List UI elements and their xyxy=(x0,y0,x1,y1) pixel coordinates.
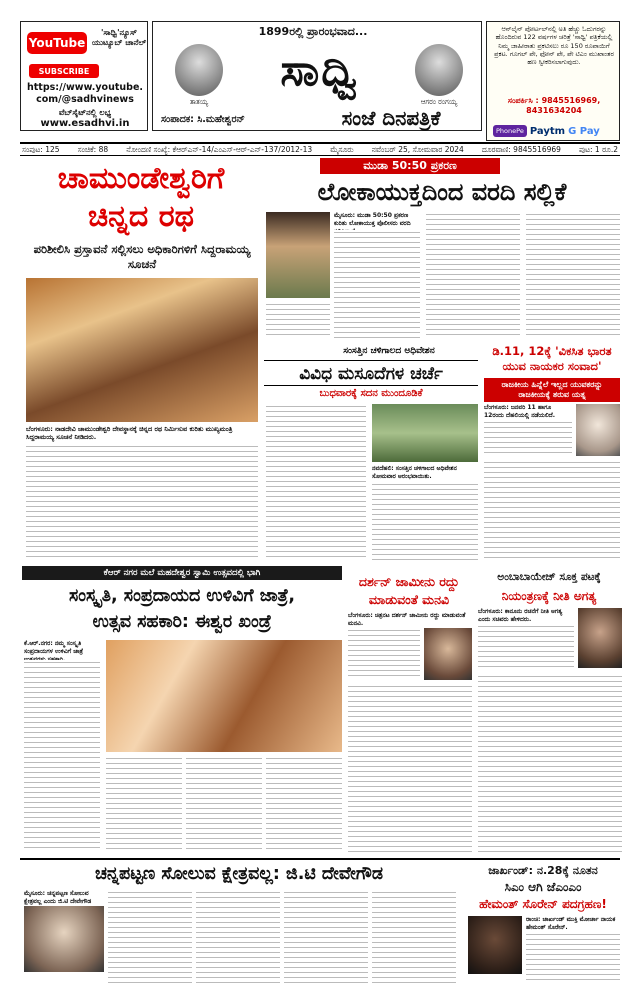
youtube-url[interactable] xyxy=(25,82,145,106)
story3-dateline: ನವದೆಹಲಿ: ಸಂಸತ್ತಿನ ಚಳಿಗಾಲದ ಅಧಿವೇಶನ ಸೋಮವಾರ ಆರಂಭವಾಯಿತು. xyxy=(372,465,457,480)
story1-dateline: ಬೆಂಗಳೂರು: ನಾಡದೇವಿ ಚಾಮುಂಡೇಶ್ವರಿ ದೇವಸ್ಥಾನಕ್ಕೆ ಚಿನ್ನದ ರಥ ನಿರ್ಮಿಸುವ ಕುರಿತು ಮುಖ್ಯಮಂತ್ರಿ ಸಿದ್ದರಾಮಯ್ಯ ಸೂಚನೆ ನೀಡಿದರು. xyxy=(26,425,233,441)
story5-kicker: ಕೆಆರ್ ನಗರ ಮಲೆ ಮಹದೇಶ್ವರ ಸ್ವಾಮಿ ಉತ್ಸವದಲ್ಲಿ ಭಾಗಿ xyxy=(22,566,342,580)
story3-headline: ವಿವಿಧ ಮಸೂದೆಗಳ ಚರ್ಚೆ xyxy=(264,360,478,386)
story1-headline-line2: ಚಿನ್ನದ ರಥ xyxy=(88,199,194,234)
story6-headline-line2: ಮಾಡುವಂತೆ ಮನವಿ xyxy=(368,592,450,607)
story9-photo xyxy=(468,916,522,974)
advertisement-box xyxy=(486,21,620,141)
story2-body-col2 xyxy=(426,212,520,338)
story5-body-col3 xyxy=(186,756,262,852)
story5-photo xyxy=(106,640,342,752)
info-bar xyxy=(20,142,620,156)
story2-body-col1b xyxy=(266,302,330,338)
story4-photo-modi xyxy=(576,404,620,456)
story4-subhead: ರಾಜಕೀಯ ಹಿನ್ನೆಲೆ ಇಲ್ಲದ ಯುವಕರನ್ನು ರಾಜಕೀಯಕ್ಕೆ ತರುವ ಯತ್ನ xyxy=(484,378,620,402)
story8-body-col1 xyxy=(108,890,192,984)
story1-subhead: ಪರಿಶೀಲಿಸಿ ಪ್ರಸ್ತಾವನೆ ಸಲ್ಲಿಸಲು ಅಧಿಕಾರಿಗಳಿಗೆ ಸಿದ್ದರಾಮಯ್ಯ ಸೂಚನೆ xyxy=(33,242,251,271)
page-price: ಪುಟ: 1 ರೂ.2 xyxy=(579,144,618,154)
story4-box xyxy=(484,344,620,560)
story8-photo xyxy=(24,906,104,972)
story6-dateline: ಬೆಂಗಳೂರು: ಚಿತ್ರನಟ ದರ್ಶನ್ ಜಾಮೀನು ರದ್ದು ಮಾಡುವಂತೆ ಮನವಿ. xyxy=(348,612,466,627)
story2-body-col3 xyxy=(526,212,620,338)
story3-kicker: ಸಂಸತ್ತಿನ ಚಳಿಗಾಲದ ಅಧಿವೇಶನ xyxy=(300,344,478,358)
phone-number-1: 9845516969, xyxy=(541,96,601,105)
story2-headline: ಲೋಕಾಯುಕ್ತದಿಂದ ವರದಿ ಸಲ್ಲಿಕೆ xyxy=(317,178,567,206)
issue-number: ಸಂಚಿಕೆ: 88 xyxy=(77,144,109,154)
youtube-promo-box xyxy=(20,21,148,131)
payment-logos xyxy=(493,122,615,140)
story3-body-col2 xyxy=(372,482,478,560)
website-label: ವೆಬ್‌ಸೈಟ್‌ನಲ್ಲಿ ಲಭ್ಯ xyxy=(58,108,112,117)
story8-body-col2 xyxy=(196,890,280,984)
volume-number: ಸಂಪುಟ: 125 xyxy=(22,144,60,154)
story2-kicker: ಮುಡಾ 50:50 ಪ್ರಕರಣ xyxy=(320,158,500,174)
website-url[interactable]: www.esadhvi.in xyxy=(40,118,130,129)
contact-label: ಸಂಪರ್ಕಿಸಿ : xyxy=(507,96,539,105)
story7-headline-line2: ನಿಯಂತ್ರಣಕ್ಕೆ ನೀತಿ ಅಗತ್ಯ xyxy=(501,589,597,603)
story6-body xyxy=(348,684,472,852)
story7-body xyxy=(478,674,622,852)
paper-tagline: ಸಂಜೆ ದಿನಪತ್ರಿಕೆ xyxy=(341,106,441,130)
paytm-logo: Paytm xyxy=(529,125,566,137)
youtube-logo[interactable]: YouTube xyxy=(27,32,87,54)
story7-body-top xyxy=(478,624,574,670)
youtube-url-line-2: com/@sadhvinews xyxy=(36,94,134,105)
founder-portrait-left xyxy=(175,44,223,96)
gpay-logo: G Pay xyxy=(568,125,600,137)
registration-number: ನೋಂದಣಿ ಸಂಖ್ಯೆ: ಕೆಆರ್‌ಎನ್-14/ಎಂಎಸ್-ಆರ್-ಎನ್-137/2012-13 xyxy=(126,144,313,154)
story7-dateline: ಬೆಂಗಳೂರು: ಕಾನೂನು ರಚನೆಗೆ ನೀತಿ ಅಗತ್ಯ ಎಂದು ಸಚಿವರು ಹೇಳಿದರು. xyxy=(478,608,563,623)
story2-body-col1 xyxy=(334,230,420,338)
story9-dateline: ರಾಂಚಿ: ಜಾರ್ಖಂಡ್ ಮುಕ್ತಿ ಮೋರ್ಚಾ ನಾಯಕ ಹೇಮಂತ್ ಸೊರೇನ್. xyxy=(526,916,616,931)
story1-headline-line1: ಚಾಮುಂಡೇಶ್ವರಿಗೆ xyxy=(57,161,225,196)
phone-number-2: 8431634204 xyxy=(526,106,582,115)
masthead-nameplate xyxy=(152,21,482,131)
youtube-channel-label: 'ಸಾಧ್ವಿ'ನ್ಯೂಸ್ ಯುಟ್ಯೂಬ್ ಚಾನೆಲ್ xyxy=(91,28,147,47)
story5-headline-line1: ಸಂಸ್ಕೃತಿ, ಸಂಪ್ರದಾಯದ ಉಳಿವಿಗೆ ಜಾತ್ರೆ, xyxy=(68,586,296,606)
story5-body-col1 xyxy=(24,660,100,852)
story1-photo xyxy=(26,278,258,422)
story3-photo xyxy=(372,404,478,462)
story2-dateline: ಮೈಸೂರು: ಮುಡಾ 50:50 ಪ್ರಕರಣ ಕುರಿತು ಲೋಕಾಯುಕ್ತ ಪೊಲೀಸರು ವರದಿ xyxy=(334,212,411,227)
story4-body-top xyxy=(484,420,572,456)
city-name: ಮೈಸೂರು xyxy=(330,144,354,154)
ad-text: ಆನ್‌ಲೈನ್ ಪೋರ್ಟಲ್‌ನಲ್ಲಿ ಅತಿ ಹೆಚ್ಚು ಓದುಗರನ್ನು ಹೊಂದಿರುವ 122 ವರ್ಷಗಳ ಚರಿತ್ರೆ 'ಸಾಧ್ವಿ' ಪತ್ರಿಕೆಯಲ್ಲಿ ನಿಮ್ಮ ಜಾಹೀರಾತು ಪ್ರಕಟಿಸಲು ರೂ 150 ರೂಪಾಯಿಗೆ ಪ್ರಕಟ. ಗೂಗಲ್ ಪೇ, ಫೋನ್ ಪೇ, ಪೇ ಟಿಎಂ ಮುಖಾಂತರ ಹಣ ಸ್ವೀಕರಿಸಲಾಗುವುದು. xyxy=(494,25,614,67)
office-phone: ದೂರವಾಣಿ: 9845516969 xyxy=(481,144,561,154)
story4-body xyxy=(484,460,620,560)
right-portrait-caption: ಆಗರಂ ರಂಗಯ್ಯ xyxy=(420,98,458,106)
story8-headline: ಚನ್ನಪಟ್ಟಣ ಸೋಲುವ ಕ್ಷೇತ್ರವಲ್ಲ: ಜಿ.ಟಿ ದೇವೇಗೌಡ xyxy=(94,864,384,884)
section-divider xyxy=(20,858,620,860)
founder-portrait-right xyxy=(415,44,463,96)
story9-headline-line2: ಹೇಮಂತ್ ಸೊರೇನ್ ಪದಗ್ರಹಣ! xyxy=(479,897,607,911)
story7-photo xyxy=(578,608,622,668)
story9-headline-line1: ಸಿಎಂ ಆಗಿ ಜೆಎಂಎಂ xyxy=(504,880,582,894)
youtube-url-line-1: https://www.youtube. xyxy=(26,82,143,93)
since-ribbon: 1899ರಲ್ಲಿ ಪ್ರಾರಂಭವಾದ... xyxy=(258,25,368,38)
story8-dateline: ಮೈಸೂರು: ಚನ್ನಪಟ್ಟಣ ಸೋಲುವ ಕ್ಷೇತ್ರವಲ್ಲ ಎಂದು ಜಿ.ಟಿ ದೇವೇಗೌಡ xyxy=(24,890,92,905)
story6-photo xyxy=(424,628,472,680)
editor-line: ಸಂಪಾದಕ: ಸಿ.ಮಹೇಶ್ವರನ್ xyxy=(161,114,245,125)
story8-body-col3 xyxy=(284,890,368,984)
story3-body-col1 xyxy=(266,404,366,560)
left-portrait-caption: ತಾತಯ್ಯ xyxy=(189,98,209,106)
story6-headline-line1: ದರ್ಶನ್ ಜಾಮೀನು ರದ್ದು xyxy=(358,574,460,589)
story6-body-top xyxy=(348,628,420,680)
story3-subhead: ಬುಧವಾರಕ್ಕೆ ಸದನ ಮುಂದೂಡಿಕೆ xyxy=(319,388,423,399)
newspaper-name: ಸಾಧ್ವಿ xyxy=(280,45,360,96)
story5-body-col4 xyxy=(266,756,342,852)
ad-contact xyxy=(491,96,617,115)
story5-body-col2 xyxy=(106,756,182,852)
story2-photo xyxy=(266,212,330,298)
story5-dateline: ಕೆ.ಆರ್.ನಗರ: ನಮ್ಮ ಸಂಸ್ಕೃತಿ ಸಂಪ್ರದಾಯಗಳ ಉಳಿವಿಗೆ ಜಾತ್ರೆ xyxy=(24,640,84,655)
phonepe-logo: PhonePe xyxy=(493,125,527,137)
story5-headline-line2: ಉತ್ಸವ ಸಹಕಾರಿ: ಈಶ್ವರ ಖಂಡ್ರೆ xyxy=(92,612,272,632)
story8-body-col4 xyxy=(372,890,456,984)
story4-headline: ಡಿ.11, 12ಕ್ಕೆ 'ವಿಕಸಿತ ಭಾರತ ಯುವ ನಾಯಕರ ಸಂವಾದ' xyxy=(492,344,612,373)
story9-kicker: ಜಾರ್ಖಂಡ್: ನ.28ಕ್ಕೆ ನೂತನ xyxy=(488,864,598,877)
story7-headline-line1: ಅಂಬಾಬಾಯೇಜ್ ಸೂಕ್ತ ಪಟಕ್ಕೆ xyxy=(497,571,601,583)
story9-body xyxy=(526,932,620,984)
story1-body xyxy=(26,444,258,560)
story4-dateline: ಬೆಂಗಳೂರು: ಜನವರಿ 11 ಹಾಗೂ 12ರಂದು ದೆಹಲಿಯಲ್ಲಿ ನಡೆಯಲಿದೆ. xyxy=(484,404,556,419)
subscribe-button[interactable]: SUBSCRIBE xyxy=(29,64,99,78)
issue-date: ನವೆಂಬರ್ 25, ಸೋಮವಾರ 2024 xyxy=(371,144,464,154)
